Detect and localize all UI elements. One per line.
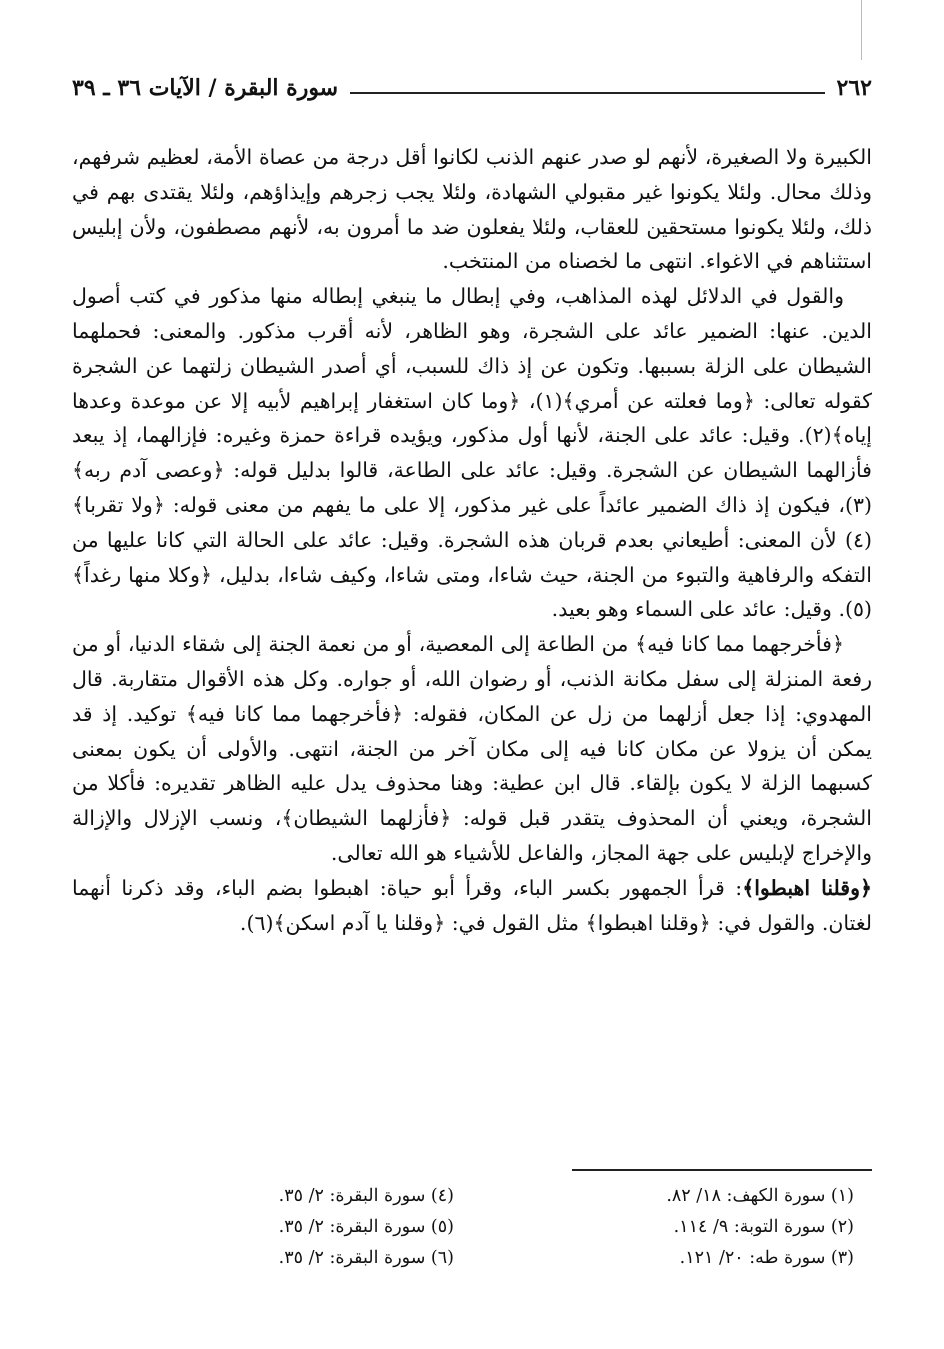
paragraph [72,627,872,871]
paragraph [72,871,872,941]
footnote-1: (١) سورة الكهف: ١٨/ ٨٢. [666,1185,854,1206]
footnote-separator [572,1169,872,1171]
footnotes [72,1180,872,1275]
header-rule [350,92,824,94]
scan-mark [861,0,862,60]
footnote-2: (٢) سورة التوبة: ٩/ ١١٤. [673,1216,854,1237]
paragraph-text: ﴿فأخرجهما مما كانا فيه﴾ من الطاعة إلى المعصية، أو من نعمة الجنة إلى شقاء الدنيا، أو من رفعة المنزلة إلى سفل مكانة الذنب، أو رضوان الله، أو جواره. وكل هذه الأقوال متقاربة. قال المهدوي: إذا جعل أزلهما من زل عن المكان، فقوله: ﴿فأخرجهما مما كانا فيه﴾ توكيد. إذ قد يمكن أن يزولا عن مكان كانا فيه إلى مكان آخر من الجنة، انتهى. والأولى أن يكون بمعنى كسبهما الزلة لا يكون بإلقاء. قال ابن عطية: وهنا محذوف يدل عليه الظاهر تقديره: فأكلا من الشجرة، ويعني أن المحذوف يتقدر قبل قوله: ﴿فأزلهما الشيطان﴾، ونسب الإزلال والإزالة والإخراج لإبليس على جهة المجاز، والفاعل للأشياء هو الله تعالى. [72,632,872,865]
footnote-4: (٤) سورة البقرة: ٢/ ٣٥. [278,1185,454,1206]
quoted-verse-heading: ﴿وقلنا اهبطوا﴾ [742,875,872,900]
paragraph-text: والقول في الدلائل لهذه المذاهب، وفي إبطال ما ينبغي إبطاله منها مذكور في كتب أصول الدين. عنها: الضمير عائد على الشجرة، وهو الظاهر، لأنه أقرب مذكور. والمعنى: فحملهما الشيطان على الزلة بسببها. وتكون عن إذ ذاك للسبب، أي أصدر الشيطان زلتهما عن الشجرة كقوله تعالى: ﴿وما فعلته عن أمري﴾(١)، ﴿وما كان استغفار إبراهيم لأبيه إلا عن موعدة وعدها إياه﴾(٢). وقيل: عائد على الجنة، لأنها أول مذكور، ويؤيده قراءة حمزة وغيره: فإزالهما، إذ يبعد فأزالهما الشيطان عن الشجرة. وقيل: عائد على الطاعة، قالوا بدليل قوله: ﴿وعصى آدم ربه﴾(٣)، فيكون إذ ذاك الضمير عائداً على غير مذكور، إلا على ما يفهم من معنى قوله: ﴿ولا تقربا﴾(٤) لأن المعنى: أطيعاني بعدم قربان هذه الشجرة. وقيل: عائد على الحالة التي كانا عليها من التفكه والرفاهية والتبوء من الجنة، حيث شاءا، ومتى شاءا، وكيف شاءا، بدليل، ﴿وكلا منها رغداً﴾(٥). وقيل: عائد على السماء وهو بعيد. [72,284,872,622]
footnote-5: (٥) سورة البقرة: ٢/ ٣٥. [278,1216,454,1237]
running-title: سورة البقرة / الآيات ٣٦ ـ ٣٩ [72,75,339,101]
page-number: ٢٦٢ [836,75,872,101]
paragraph [72,279,872,627]
paragraph-text: : قرأ الجمهور بكسر الباء، وقرأ أبو حياة: اهبطوا بضم الباء، وقد ذكرنا أنهما لغتان. والقول في: ﴿وقلنا اهبطوا﴾ مثل القول في: ﴿وقلنا يا آدم اسكن﴾(٦). [72,875,872,935]
footnote-3: (٣) سورة طه: ٢٠/ ١٢١. [679,1247,854,1268]
paragraph [72,140,872,279]
body-text [72,140,872,1165]
footnote-6: (٦) سورة البقرة: ٢/ ٣٥. [278,1247,454,1268]
paragraph-text: الكبيرة ولا الصغيرة، لأنهم لو صدر عنهم الذنب لكانوا أقل درجة من عصاة الأمة، لعظيم شرفهم، وذلك محال. ولئلا يكونوا غير مقبولي الشهادة، ولئلا يجب زجرهم وإيذاؤهم، ولئلا يقتدى بهم في ذلك، ولئلا يكونوا مستحقين للعقاب، ولئلا يفعلون ضد ما أمرون به، لأنهم مصطفون، ولأن إبليس استثناهم في الاغواء. انتهى ما لخصناه من المنتخب. [72,145,872,274]
running-header [72,70,872,106]
